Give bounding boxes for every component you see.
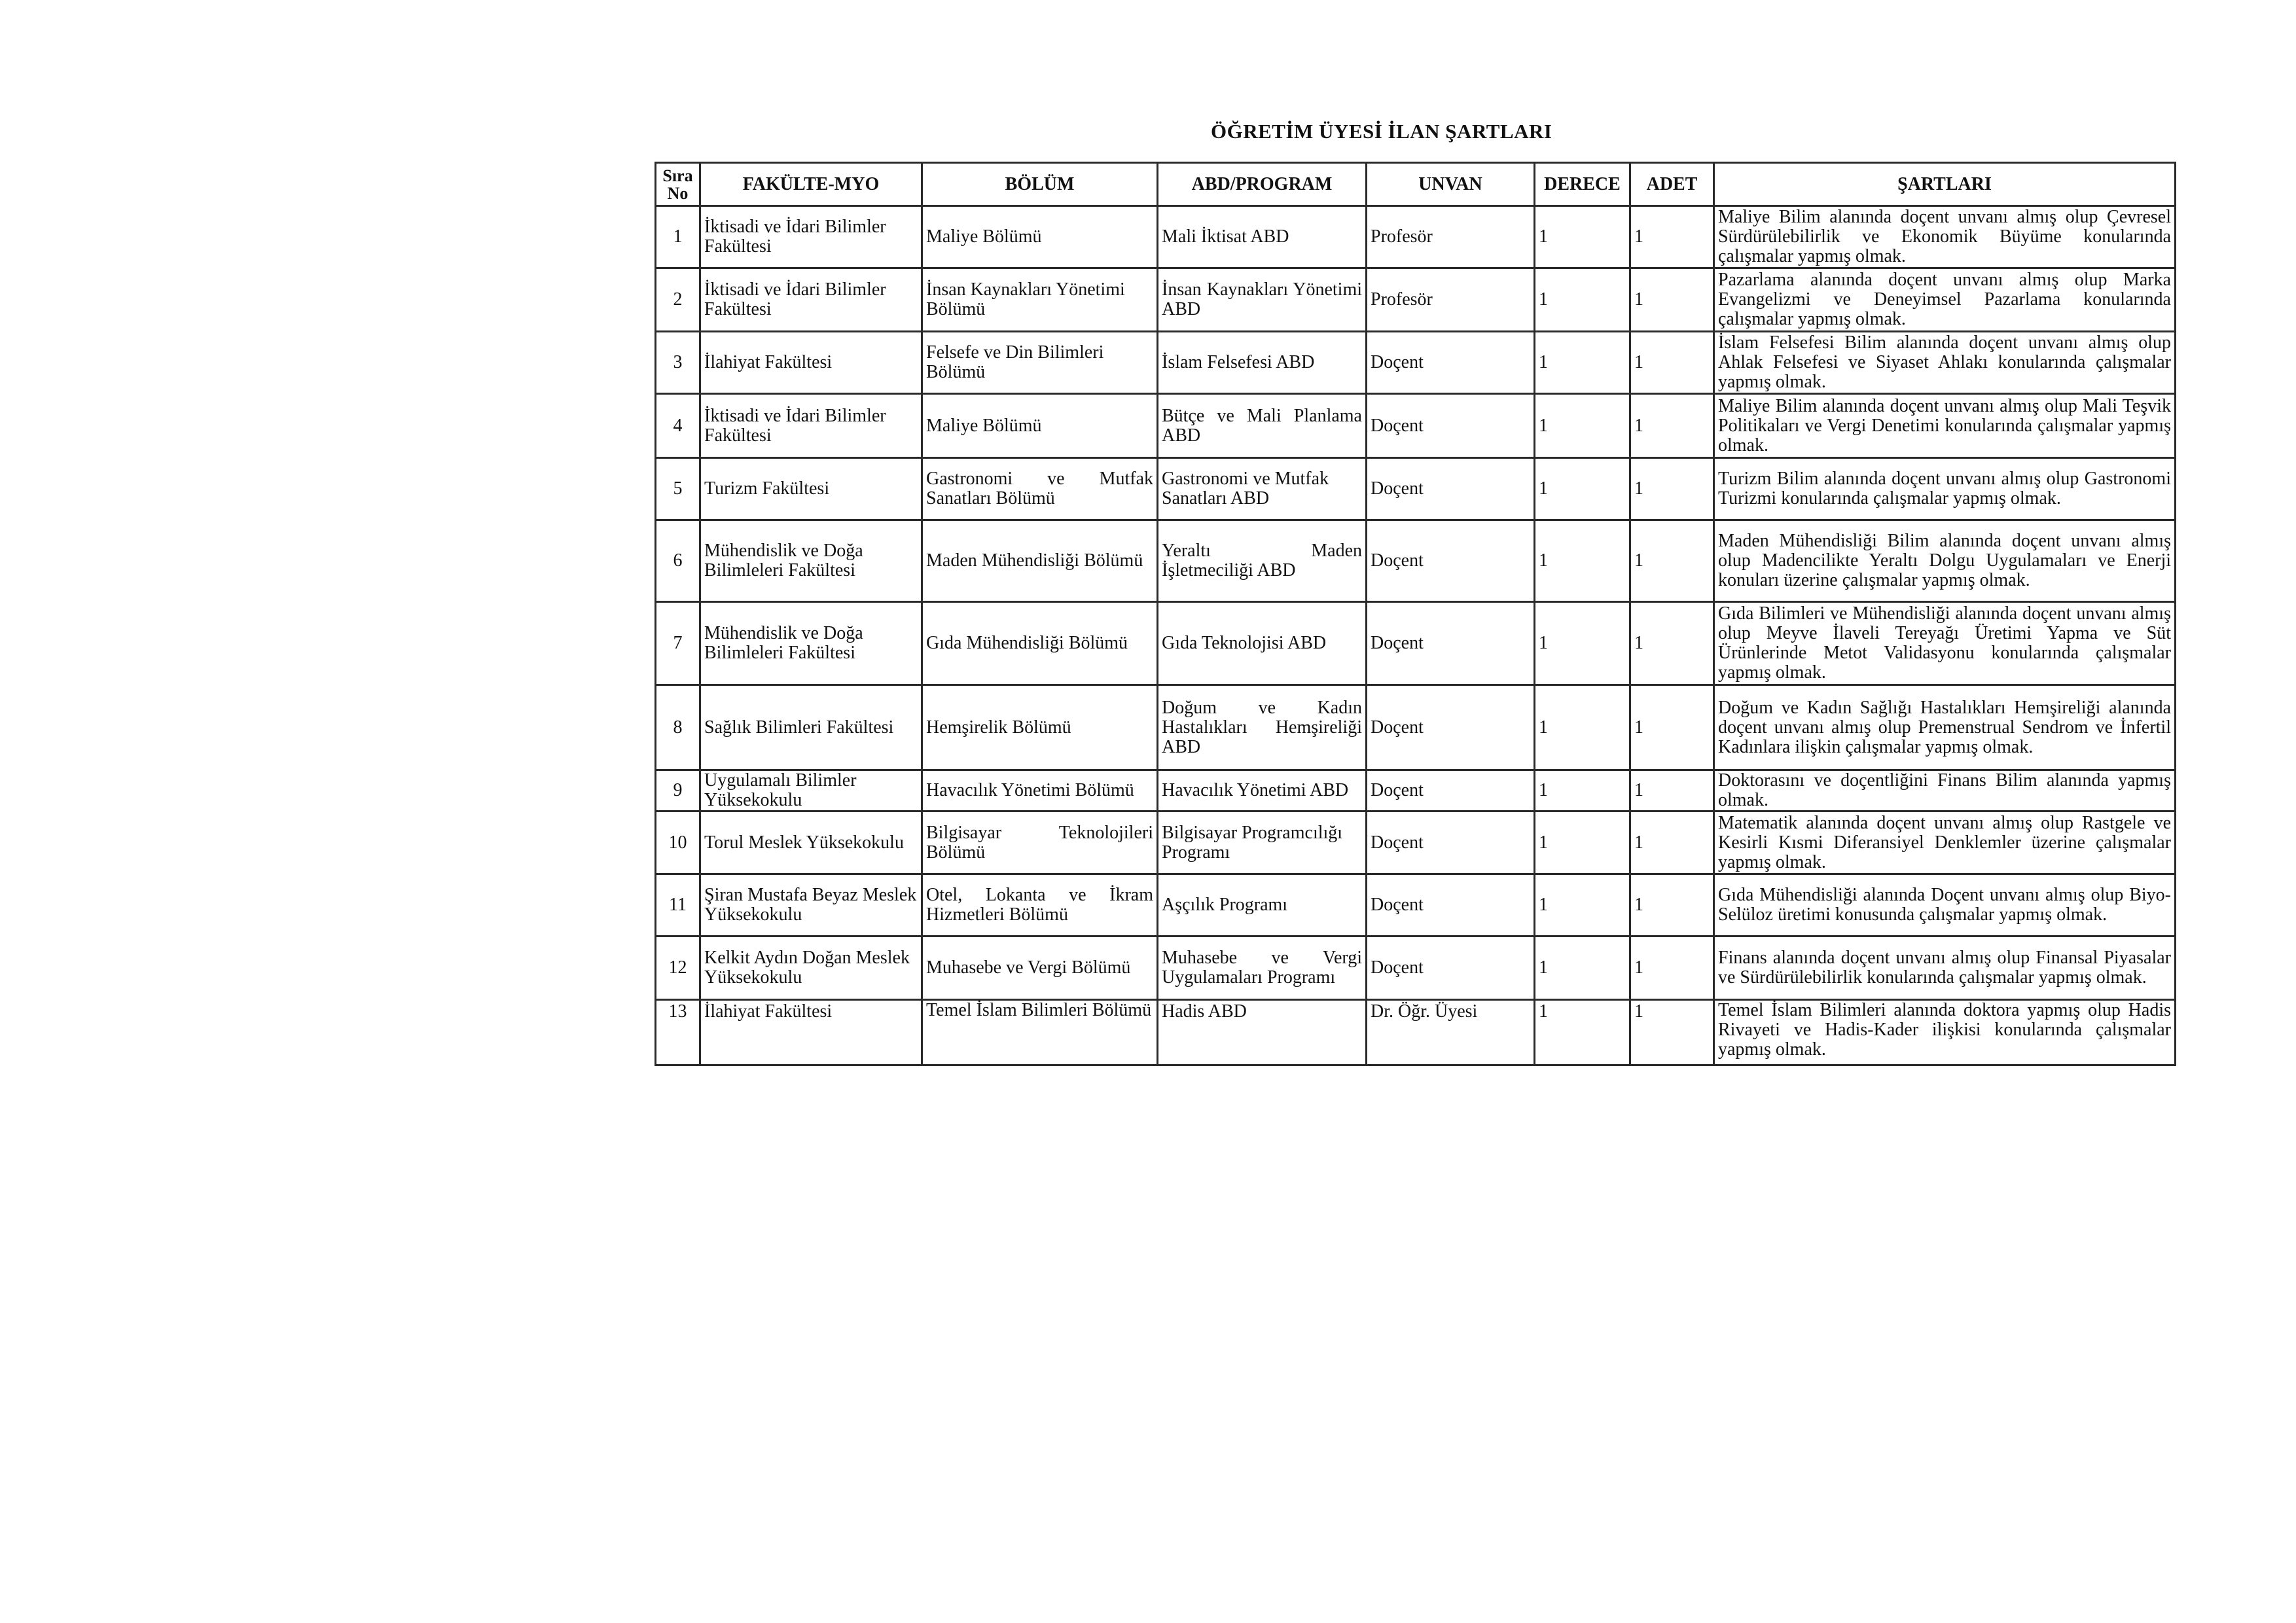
cell-derece: 1 <box>1535 1000 1630 1065</box>
cell-bolum: Havacılık Yönetimi Bölümü <box>922 770 1158 812</box>
cell-unvan: Doçent <box>1367 332 1535 394</box>
header-derece: DERECE <box>1535 163 1630 206</box>
table-row <box>656 520 2176 602</box>
cell-unvan: Doçent <box>1367 812 1535 874</box>
cell-sira: 3 <box>656 332 700 394</box>
cell-bolum: Gastronomi ve Mutfak Sanatları Bölümü <box>922 458 1158 520</box>
table-header-row <box>656 163 2176 206</box>
cell-fakulte: İlahiyat Fakültesi <box>700 1000 922 1065</box>
cell-abd: Bütçe ve Mali Planlama ABD <box>1158 394 1367 458</box>
header-sira: Sıra No <box>656 163 700 206</box>
table-row <box>656 332 2176 394</box>
table-row <box>656 394 2176 458</box>
cell-sira: 11 <box>656 874 700 936</box>
cell-adet: 1 <box>1630 520 1714 602</box>
cell-derece: 1 <box>1535 770 1630 812</box>
cell-unvan: Doçent <box>1367 874 1535 936</box>
cell-derece: 1 <box>1535 394 1630 458</box>
cell-adet: 1 <box>1630 394 1714 458</box>
cell-fakulte: Sağlık Bilimleri Fakültesi <box>700 685 922 770</box>
cell-fakulte: Mühendislik ve Doğa Bilimleleri Fakültesi <box>700 520 922 602</box>
cell-abd: Gıda Teknolojisi ABD <box>1158 602 1367 685</box>
cell-derece: 1 <box>1535 874 1630 936</box>
cell-abd: Doğum ve Kadın Hastalıkları Hemşireliği ABD <box>1158 685 1367 770</box>
cell-unvan: Profesör <box>1367 206 1535 268</box>
header-unvan: UNVAN <box>1367 163 1535 206</box>
cell-unvan: Doçent <box>1367 770 1535 812</box>
positions-table <box>655 162 2176 1066</box>
cell-abd: Aşçılık Programı <box>1158 874 1367 936</box>
cell-unvan: Doçent <box>1367 936 1535 1000</box>
cell-abd: Havacılık Yönetimi ABD <box>1158 770 1367 812</box>
cell-bolum: Hemşirelik Bölümü <box>922 685 1158 770</box>
cell-derece: 1 <box>1535 206 1630 268</box>
cell-adet: 1 <box>1630 685 1714 770</box>
cell-derece: 1 <box>1535 520 1630 602</box>
cell-bolum: Otel, Lokanta ve İkram Hizmetleri Bölümü <box>922 874 1158 936</box>
header-abd: ABD/PROGRAM <box>1158 163 1367 206</box>
cell-sira: 7 <box>656 602 700 685</box>
cell-sartlari: Maliye Bilim alanında doçent unvanı almış olup Mali Teşvik Politikaları ve Vergi Denetimi konularında çalışmalar yapmış olmak. <box>1714 394 2176 458</box>
cell-sira: 2 <box>656 268 700 332</box>
cell-sartlari: Turizm Bilim alanında doçent unvanı almış olup Gastronomi Turizmi konularında çalışmalar yapmış olmak. <box>1714 458 2176 520</box>
cell-sira: 13 <box>656 1000 700 1065</box>
cell-adet: 1 <box>1630 458 1714 520</box>
table-row <box>656 936 2176 1000</box>
cell-fakulte: Kelkit Aydın Doğan Meslek Yüksekokulu <box>700 936 922 1000</box>
cell-abd: Yeraltı Maden İşletmeciliği ABD <box>1158 520 1367 602</box>
cell-adet: 1 <box>1630 268 1714 332</box>
cell-adet: 1 <box>1630 812 1714 874</box>
cell-sira: 10 <box>656 812 700 874</box>
cell-bolum: Maliye Bölümü <box>922 206 1158 268</box>
cell-sartlari: Matematik alanında doçent unvanı almış olup Rastgele ve Kesirli Kısmi Diferansiyel Denklemler üzerine çalışmalar yapmış olmak. <box>1714 812 2176 874</box>
cell-fakulte: Mühendislik ve Doğa Bilimleleri Fakültesi <box>700 602 922 685</box>
cell-unvan: Doçent <box>1367 685 1535 770</box>
cell-unvan: Profesör <box>1367 268 1535 332</box>
cell-sira: 12 <box>656 936 700 1000</box>
cell-sira: 9 <box>656 770 700 812</box>
cell-sartlari: Doktorasını ve doçentliğini Finans Bilim alanında yapmış olmak. <box>1714 770 2176 812</box>
document-title: ÖĞRETİM ÜYESİ İLAN ŞARTLARI <box>1211 120 1552 143</box>
table-row <box>656 685 2176 770</box>
cell-derece: 1 <box>1535 268 1630 332</box>
cell-sira: 4 <box>656 394 700 458</box>
header-fakulte: FAKÜLTE-MYO <box>700 163 922 206</box>
cell-bolum: Bilgisayar Teknolojileri Bölümü <box>922 812 1158 874</box>
table-row <box>656 206 2176 268</box>
cell-fakulte: İktisadi ve İdari Bilimler Fakültesi <box>700 394 922 458</box>
table-row <box>656 602 2176 685</box>
cell-fakulte: Şiran Mustafa Beyaz Meslek Yüksekokulu <box>700 874 922 936</box>
cell-adet: 1 <box>1630 936 1714 1000</box>
cell-derece: 1 <box>1535 602 1630 685</box>
cell-abd: Bilgisayar Programcılığı Programı <box>1158 812 1367 874</box>
cell-abd: İnsan Kaynakları Yönetimi ABD <box>1158 268 1367 332</box>
cell-fakulte: Torul Meslek Yüksekokulu <box>700 812 922 874</box>
cell-bolum: Muhasebe ve Vergi Bölümü <box>922 936 1158 1000</box>
cell-sira: 6 <box>656 520 700 602</box>
header-bolum: BÖLÜM <box>922 163 1158 206</box>
cell-bolum: Gıda Mühendisliği Bölümü <box>922 602 1158 685</box>
cell-sartlari: Maliye Bilim alanında doçent unvanı almış olup Çevresel Sürdürülebilirlik ve Ekonomik Büyüme konularında çalışmalar yapmış olmak. <box>1714 206 2176 268</box>
cell-bolum: Felsefe ve Din Bilimleri Bölümü <box>922 332 1158 394</box>
table-row <box>656 874 2176 936</box>
cell-adet: 1 <box>1630 1000 1714 1065</box>
cell-sartlari: Finans alanında doçent unvanı almış olup Finansal Piyasalar ve Sürdürülebilirlik konularında çalışmalar yapmış olmak. <box>1714 936 2176 1000</box>
cell-fakulte: İktisadi ve İdari Bilimler Fakültesi <box>700 268 922 332</box>
cell-fakulte: Turizm Fakültesi <box>700 458 922 520</box>
cell-fakulte: İlahiyat Fakültesi <box>700 332 922 394</box>
cell-sartlari: İslam Felsefesi Bilim alanında doçent unvanı almış olup Ahlak Felsefesi ve Siyaset Ahlakı konularında çalışmalar yapmış olmak. <box>1714 332 2176 394</box>
cell-adet: 1 <box>1630 332 1714 394</box>
cell-fakulte: Uygulamalı Bilimler Yüksekokulu <box>700 770 922 812</box>
cell-sira: 5 <box>656 458 700 520</box>
cell-sartlari: Pazarlama alanında doçent unvanı almış olup Marka Evangelizmi ve Deneyimsel Pazarlama konularında çalışmalar yapmış olmak. <box>1714 268 2176 332</box>
table-row <box>656 1000 2176 1065</box>
cell-adet: 1 <box>1630 602 1714 685</box>
cell-bolum: Maden Mühendisliği Bölümü <box>922 520 1158 602</box>
cell-bolum: Temel İslam Bilimleri Bölümü <box>922 1000 1158 1065</box>
cell-sartlari: Gıda Bilimleri ve Mühendisliği alanında doçent unvanı almış olup Meyve İlaveli Tereyağı Üretimi Yapma ve Süt Ürünlerinde Metot Validasyonu konularında çalışmalar yapmış olmak. <box>1714 602 2176 685</box>
cell-adet: 1 <box>1630 770 1714 812</box>
cell-sira: 1 <box>656 206 700 268</box>
cell-sira: 8 <box>656 685 700 770</box>
cell-unvan: Dr. Öğr. Üyesi <box>1367 1000 1535 1065</box>
cell-sartlari: Temel İslam Bilimleri alanında doktora yapmış olup Hadis Rivayeti ve Hadis-Kader ilişkisi konularında çalışmalar yapmış olmak. <box>1714 1000 2176 1065</box>
table-row <box>656 458 2176 520</box>
cell-derece: 1 <box>1535 458 1630 520</box>
table-row <box>656 770 2176 812</box>
cell-derece: 1 <box>1535 812 1630 874</box>
cell-abd: İslam Felsefesi ABD <box>1158 332 1367 394</box>
cell-abd: Muhasebe ve Vergi Uygulamaları Programı <box>1158 936 1367 1000</box>
header-adet: ADET <box>1630 163 1714 206</box>
cell-bolum: İnsan Kaynakları Yönetimi Bölümü <box>922 268 1158 332</box>
cell-fakulte: İktisadi ve İdari Bilimler Fakültesi <box>700 206 922 268</box>
cell-derece: 1 <box>1535 685 1630 770</box>
cell-bolum: Maliye Bölümü <box>922 394 1158 458</box>
cell-unvan: Doçent <box>1367 602 1535 685</box>
cell-abd: Gastronomi ve Mutfak Sanatları ABD <box>1158 458 1367 520</box>
cell-abd: Mali İktisat ABD <box>1158 206 1367 268</box>
cell-derece: 1 <box>1535 936 1630 1000</box>
cell-sartlari: Gıda Mühendisliği alanında Doçent unvanı almış olup Biyo-Selüloz üretimi konusunda çalışmalar yapmış olmak. <box>1714 874 2176 936</box>
cell-unvan: Doçent <box>1367 394 1535 458</box>
cell-adet: 1 <box>1630 874 1714 936</box>
cell-unvan: Doçent <box>1367 520 1535 602</box>
cell-unvan: Doçent <box>1367 458 1535 520</box>
header-sartlari: ŞARTLARI <box>1714 163 2176 206</box>
table-row <box>656 268 2176 332</box>
cell-derece: 1 <box>1535 332 1630 394</box>
cell-sartlari: Doğum ve Kadın Sağlığı Hastalıkları Hemşireliği alanında doçent unvanı almış olup Premenstrual Sendrom ve İnfertil Kadınlara ilişkin çalışmalar yapmış olmak. <box>1714 685 2176 770</box>
cell-sartlari: Maden Mühendisliği Bilim alanında doçent unvanı almış olup Madencilikte Yeraltı Dolgu Uygulamaları ve Enerji konuları üzerine çalışmalar yapmış olmak. <box>1714 520 2176 602</box>
cell-adet: 1 <box>1630 206 1714 268</box>
table-row <box>656 812 2176 874</box>
cell-abd: Hadis ABD <box>1158 1000 1367 1065</box>
